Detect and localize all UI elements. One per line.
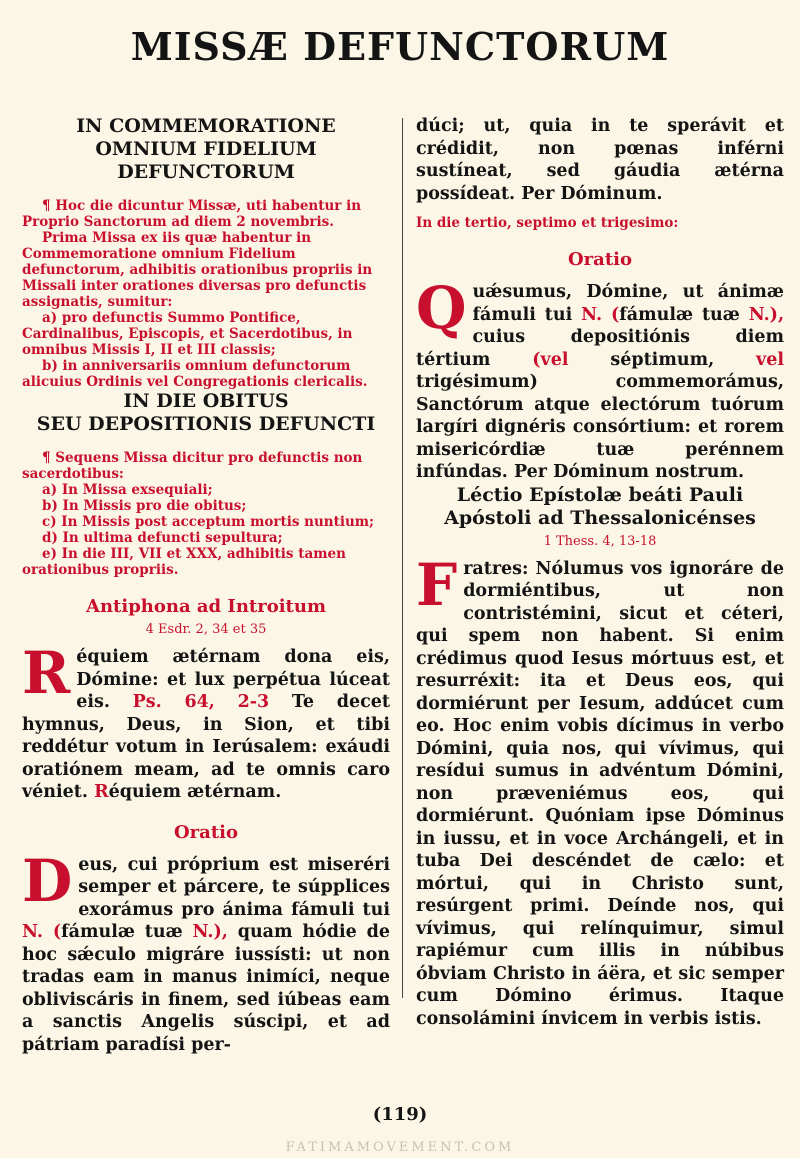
red-text: N. ( (22, 922, 62, 942)
rubric-item: b) In Missis pro die obitus; (42, 498, 247, 514)
text-run: fámulæ tuæ (619, 304, 740, 325)
column-divider (402, 118, 403, 998)
text-run: séptimum, (610, 349, 715, 370)
section-heading-commemoration (22, 115, 390, 184)
watermark: FATIMAMOVEMENT.COM (285, 1140, 515, 1155)
rubric-item: c) In Missis post acceptum mortis nuntium; (42, 514, 375, 530)
drop-cap: R (22, 639, 71, 707)
oratio-text (22, 846, 391, 1057)
introit-title: Antiphona ad Introitum (85, 596, 326, 617)
text-run: cuius depositiónis diem tértium (416, 327, 784, 370)
drop-cap: D (22, 846, 73, 915)
rubric-item: a) pro defunctis Summo Pontifice, Cardinalibus, Episcopis, et Sacerdotibus, in omnibus Missis I, II et III classis; (22, 310, 353, 358)
text-run: quam hódie de hoc sǽculo migráre iussísti: ut non tradas eam in manus inimíci, neque obliviscáris in finem, sed iúbeas eam a sanctis Angelis súscipi, et ad pátriam paradísi per- (22, 922, 391, 1055)
page-title: MISSÆ DEFUNCTORUM (130, 24, 670, 69)
heading-line: Apóstoli ad Thessalonicénses (444, 506, 756, 529)
heading-line: Léctio Epístolæ beáti Pauli (456, 483, 744, 506)
section-heading-obitus (22, 390, 390, 436)
oratio-title: Oratio (174, 821, 238, 843)
text-run: fámulæ tuæ (61, 922, 183, 942)
heading-line: IN DIE OBITUS (123, 390, 289, 412)
red-text: N.), (192, 922, 228, 942)
lectio-title (416, 484, 784, 530)
heading-line: IN COMMEMORATIONE (76, 115, 336, 137)
right-column (416, 115, 784, 1030)
text-run: eus, cui próprium est miseréri semper et párcere, te súpplices exorámus pro ánima fámuli tui (78, 854, 390, 920)
introit-text (22, 639, 391, 804)
text-run: uǽsumus, Dómine, ut ánimæ fámuli tui (472, 282, 784, 325)
text-run: équiem ætérnam. (108, 782, 282, 802)
drop-cap: Q (416, 274, 467, 342)
heading-line: OMNIUM FIDELIUM (95, 138, 317, 160)
rubric-item: e) In die III, VII et XXX, adhibitis tamen orationibus propriis. (22, 546, 346, 578)
text-run: équiem ætérnam dona eis, Dómine: et lux perpétua lúceat eis. (76, 647, 390, 712)
red-text: vel (756, 349, 784, 370)
left-column (22, 115, 390, 1056)
red-text: N. ( (581, 304, 620, 325)
text-run: commemorámus, Sanctórum atque electórum tuórum largíri dignéris consórtium: et rorem misericórdiæ tuæ perénnem infúndas. Per Dóminum nostrum. (416, 372, 784, 482)
drop-cap: F (416, 550, 458, 619)
oratio-title: Oratio (568, 249, 632, 270)
text-run: ratres: Nólumus vos ignoráre de dormiéntibus, ut non contristémini, sicut et céteri, qui spem non habent. Si enim crédimus quod Iesus mórtuus est, et resurréxit: ita et Deus eos, qui dormiérunt per Iesum, addúcet cum eo. Hoc enim vobis dícimus in verbo Dómini, quia nos, qui vívimus, qui resídui sumus in advéntum Dómini, non præveniémus eos, qui dormiérunt. Quóniam ipse Dóminus in iussu, et in voce Archángeli, et in tuba Dei descéndet de cælo: et mórtui, qui in Christo sunt, resúrgent primi. Deínde nos, qui vívimus, qui relínquimur, simul rapiémur cum illis in núbibus óbviam Christo in áëra, et sic semper cum Dómino érimus. Itaque consolámini ínvicem in verbis istis. (416, 558, 784, 1029)
lectio-reference: 1 Thess. 4, 13-18 (543, 533, 657, 549)
lectio-text (416, 550, 784, 1031)
rubric-item: d) In ultima defuncti sepultura; (42, 530, 283, 546)
rubric-paragraph: In die tertio, septimo et trigesimo: (416, 215, 679, 231)
heading-line: DEFUNCTORUM (117, 161, 295, 183)
rubric-paragraph: ¶ Sequens Missa dicitur pro defunctis non sacerdotibus: (22, 450, 363, 482)
psalm-reference: Ps. 64, 2-3 (132, 692, 270, 712)
rubric-paragraph: Prima Missa ex iis quæ habentur in Commemoratione omnium Fidelium defunctorum, adhibitis orationibus propriis in Missali inter orationes diversas pro defunctis assignatis, sumitur: (22, 230, 373, 310)
heading-line: SEU DEPOSITIONIS DEFUNCTI (36, 413, 376, 435)
red-text: (vel (532, 349, 569, 370)
page-number: (119) (372, 1104, 428, 1125)
oratio-continuation: dúci; ut, quia in te sperávit et crédidit, non pœnas inférni sustíneat, sed gáudia ætérna possídeat. Per Dóminum. (416, 116, 784, 204)
rubric-paragraph: ¶ Hoc die dicuntur Missæ, uti habentur in Proprio Sanctorum ad diem 2 novembris. (22, 198, 362, 230)
text-run: Te decet hymnus, Deus, in Sion, et tibi reddétur votum in Ierúsalem: exáudi oratiónem meam, ad te omnis caro véniet. (22, 692, 391, 802)
introit-reference: 4 Esdr. 2, 34 et 35 (145, 622, 267, 637)
oratio-text (416, 274, 785, 484)
text-run: trigésimum) (416, 372, 538, 392)
red-initial: R (94, 782, 109, 802)
rubric-item: b) in anniversariis omnium defunctorum alicuius Ordinis vel Congregationis clericalis. (22, 358, 368, 390)
red-text: N.), (748, 304, 785, 325)
rubric-item: a) In Missa exsequiali; (42, 482, 213, 498)
